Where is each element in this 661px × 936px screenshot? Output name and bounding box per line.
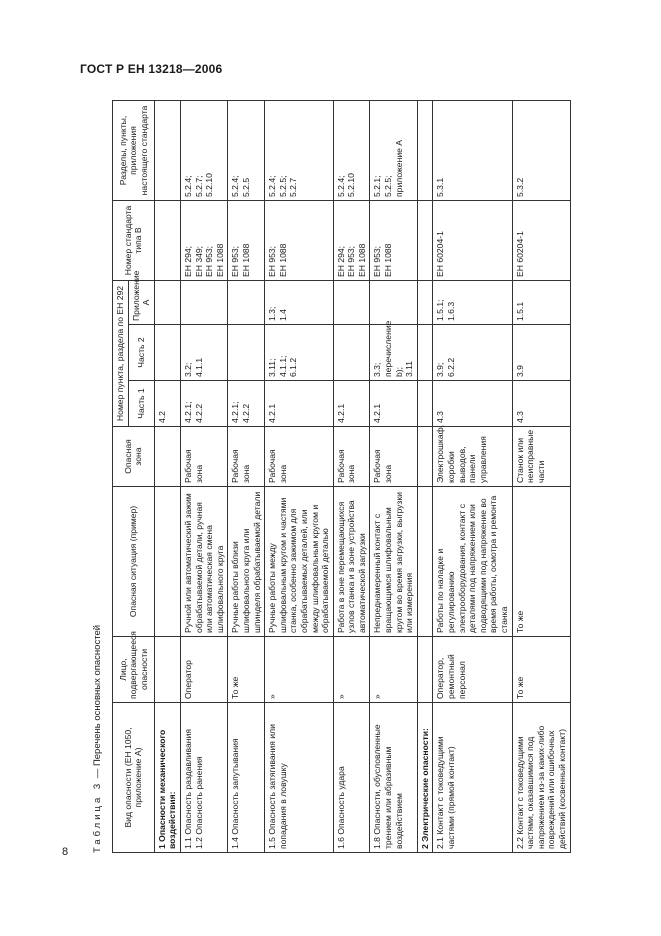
- document-header: ГОСТ Р ЕН 13218—2006: [80, 62, 223, 76]
- cell-std: ЕН 60204-1: [512, 200, 570, 280]
- cell-annex: [417, 280, 433, 324]
- table-row: [154, 100, 180, 852]
- cell-situation: Непреднамеренный контакт с вращающимся шлифовальным кругом во время загрузки, выгрузки или измерения: [370, 487, 417, 637]
- table-row: [228, 100, 265, 852]
- header-std-b: Номер стандарта типа В: [113, 200, 155, 280]
- cell-zone: [417, 427, 433, 487]
- cell-annex: [228, 280, 265, 324]
- header-annex-a: Приложение А: [128, 280, 154, 324]
- cell-std: [154, 200, 180, 280]
- cell-situation: Работы по наладке и регулированию электрооборудования, контакт с деталями под напряжением или подводящими под напряжение во время работы, осмотра и ремонта станка: [433, 487, 512, 637]
- cell-person: Оператор: [180, 637, 227, 703]
- cell-part1: 4.3: [433, 381, 512, 427]
- cell-part1: [417, 381, 433, 427]
- cell-std: ЕН 294; ЕН 953; ЕН 1088: [333, 200, 370, 280]
- cell-hazard: 1.8 Опасности, обусловленные трением или абразивным воздействием: [370, 703, 417, 853]
- cell-person: »: [370, 637, 417, 703]
- cell-std: ЕН 294; ЕН 349; ЕН 953; ЕН 1088: [180, 200, 227, 280]
- cell-annex: [370, 280, 417, 324]
- cell-annex: 1.3; 1.4: [265, 280, 334, 324]
- cell-situation: Ручные работы вблизи шлифовального круга или шпинделя обрабатываемой детали: [228, 487, 265, 637]
- cell-sections: [154, 100, 180, 200]
- cell-annex: [333, 280, 370, 324]
- cell-annex: [154, 280, 180, 324]
- cell-part1: 4.2.1: [370, 381, 417, 427]
- cell-std: ЕН 953; ЕН 1088: [370, 200, 417, 280]
- cell-person: Оператор, ремонтный персонал: [433, 637, 512, 703]
- cell-std: ЕН 953; ЕН 1088: [228, 200, 265, 280]
- cell-situation: То же: [512, 487, 570, 637]
- header-person: Лицо, подвергающееся опасности: [113, 637, 155, 703]
- cell-zone: Рабочая зона: [333, 427, 370, 487]
- cell-zone: Станок или неисправные части: [512, 427, 570, 487]
- cell-part2: 3.2; 4.1.1: [180, 325, 227, 381]
- rotated-table-wrapper: [92, 97, 602, 857]
- cell-person: То же: [228, 637, 265, 703]
- header-sections: Разделы, пункты, приложения настоящего стандарта: [113, 100, 155, 200]
- cell-annex: 1.5.1; 1.6.3: [433, 280, 512, 324]
- header-en292-group: Номер пункта, раздела по ЕН 292: [113, 280, 129, 426]
- cell-zone: Рабочая зона: [370, 427, 417, 487]
- table-row: [512, 100, 570, 852]
- header-part1: Часть 1: [128, 381, 154, 427]
- cell-hazard: 1.4 Опасность запутывания: [228, 703, 265, 853]
- header-situation: Опасная ситуация (пример): [113, 487, 155, 637]
- cell-part2: [417, 325, 433, 381]
- cell-person: То же: [512, 637, 570, 703]
- page-number: 8: [62, 846, 69, 858]
- cell-situation: [417, 487, 433, 637]
- cell-situation: Ручной или автоматический зажим обрабатываемой детали, ручная или автоматическая смена шлифовального круга: [180, 487, 227, 637]
- cell-sections: 5.2.4; 5.2.10: [333, 100, 370, 200]
- cell-part1: 4.2.1: [333, 381, 370, 427]
- cell-hazard: 2.1 Контакт с токоведущими частями (прямой контакт): [433, 703, 512, 853]
- cell-std: [417, 200, 433, 280]
- cell-part2: 3.3; перечисление b); 3.11: [370, 325, 417, 381]
- landscape-table-page: [92, 97, 602, 857]
- cell-part1: 4.2: [154, 381, 180, 427]
- table-row: [433, 100, 512, 852]
- cell-person: [154, 637, 180, 703]
- cell-annex: [180, 280, 227, 324]
- cell-part1: 4.2.1; 4.2.2: [180, 381, 227, 427]
- cell-zone: Рабочая зона: [265, 427, 334, 487]
- cell-part1: 4.2.1; 4.2.2: [228, 381, 265, 427]
- cell-part2: 3.11; 4.1.1; 6.1.2: [265, 325, 334, 381]
- cell-hazard: 1.5 Опасность затягивания или попадания в ловушку: [265, 703, 334, 853]
- cell-person: »: [333, 637, 370, 703]
- cell-sections: 5.2.4; 5.2.5: [228, 100, 265, 200]
- cell-hazard: 1.1 Опасность раздавливания 1.2 Опасность ранения: [180, 703, 227, 853]
- cell-person: [417, 637, 433, 703]
- cell-part2: [154, 325, 180, 381]
- cell-sections: 5.2.4; 5.2.5; 5.2.7: [265, 100, 334, 200]
- cell-zone: Электрошкаф, коробки выводов, панели управления: [433, 427, 512, 487]
- cell-part2: 3.9; 6.2.2: [433, 325, 512, 381]
- cell-sections: 5.2.1; 5.2.5; приложение А: [370, 100, 417, 200]
- hazards-table-body: [154, 100, 570, 852]
- hazards-table: [112, 100, 571, 853]
- cell-sections: [417, 100, 433, 200]
- table-row: [265, 100, 334, 852]
- cell-situation: Работа в зоне перемещающихся узлов станка и в зоне устройства автоматической загрузки: [333, 487, 370, 637]
- cell-hazard: 2.2 Контакт с токоведущими частями, оказавшимися под напряжением из-за каких-либо повреждений или ошибочных действий (косвенный контакт): [512, 703, 570, 853]
- cell-situation: Ручные работы между шлифовальным кругом и частями станка, особенно зажимом для обрабатываемых деталей, или между шлифовальным кругом и обрабатываемой деталью: [265, 487, 334, 637]
- cell-zone: [154, 427, 180, 487]
- cell-zone: Рабочая зона: [228, 427, 265, 487]
- cell-part1: 4.3: [512, 381, 570, 427]
- cell-std: ЕН 953; ЕН 1088: [265, 200, 334, 280]
- cell-part2: [228, 325, 265, 381]
- cell-person: »: [265, 637, 334, 703]
- cell-sections: 5.3.1: [433, 100, 512, 200]
- cell-hazard: 1.6 Опасность удара: [333, 703, 370, 853]
- table-row: [180, 100, 227, 852]
- cell-part2: 3.9: [512, 325, 570, 381]
- table-caption: [92, 625, 103, 853]
- cell-zone: Рабочая зона: [180, 427, 227, 487]
- cell-situation: [154, 487, 180, 637]
- cell-annex: 1.5.1: [512, 280, 570, 324]
- cell-hazard: 1 Опасности механического воздействия:: [154, 703, 180, 853]
- table-row: [370, 100, 417, 852]
- header-zone: Опасная зона: [113, 427, 155, 487]
- table-row: [417, 100, 433, 852]
- cell-hazard: 2 Электрические опасности:: [417, 703, 433, 853]
- cell-std: ЕН 60204-1: [433, 200, 512, 280]
- table-row: [333, 100, 370, 852]
- header-hazard-type: Вид опасности (ЕН 1050, приложение А): [113, 703, 155, 853]
- cell-sections: 5.3.2: [512, 100, 570, 200]
- cell-part2: [333, 325, 370, 381]
- table-caption-prefix: Таблица 3: [92, 780, 103, 853]
- header-part2: Часть 2: [128, 325, 154, 381]
- table-caption-text: — Перечень основных опасностей: [92, 624, 103, 781]
- cell-part1: 4.2.1: [265, 381, 334, 427]
- cell-sections: 5.2.4; 5.2.7; 5.2.10: [180, 100, 227, 200]
